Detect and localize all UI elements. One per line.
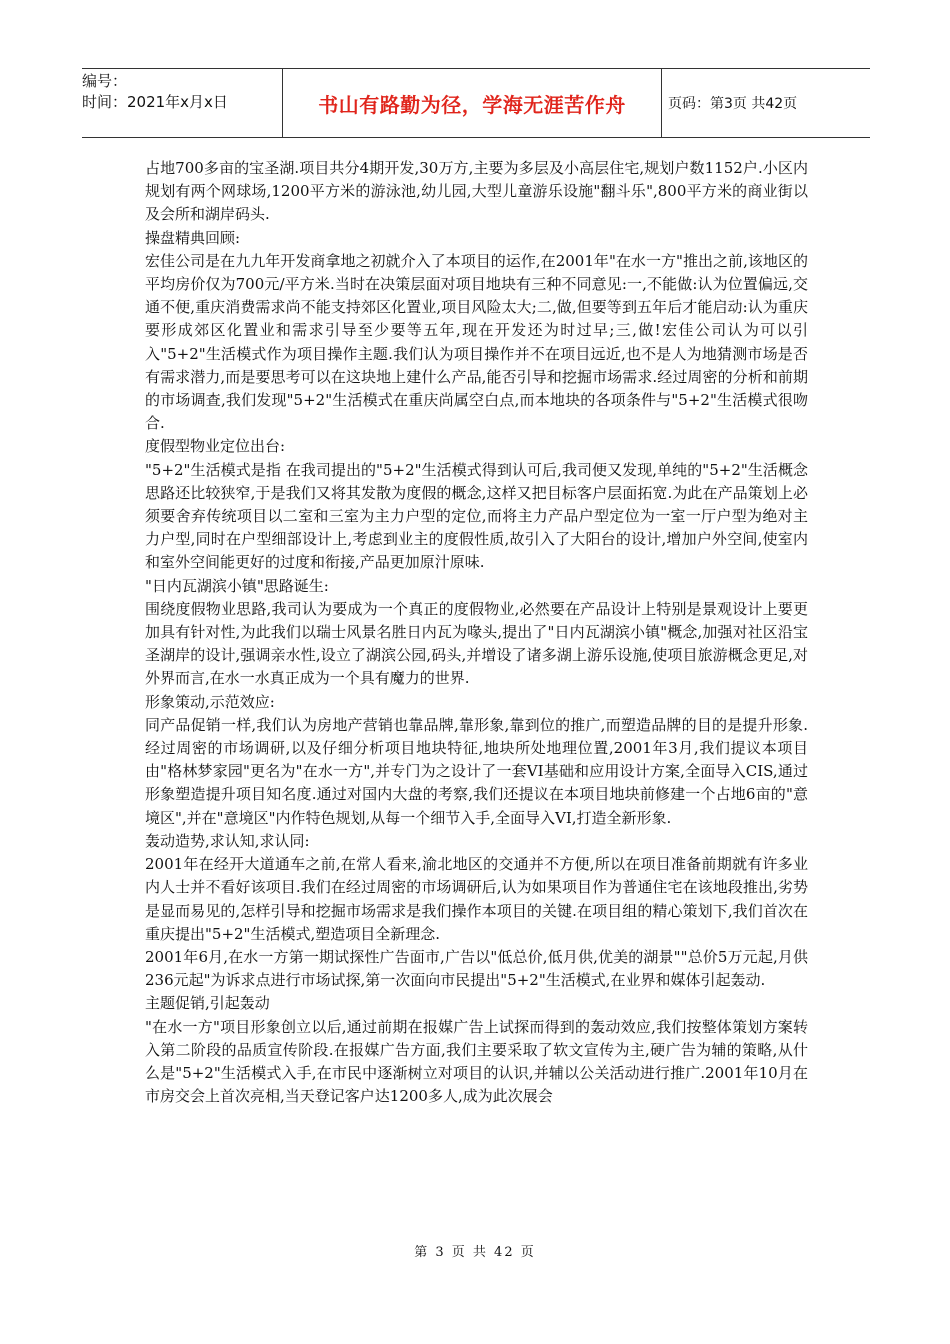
section-heading: 轰动造势,求认知,求认同:: [145, 831, 310, 850]
body-paragraph: "在水一方"项目形象创立以后,通过前期在报媒广告上试探而得到的轰动效应,我们按整体策划方案转入第二阶段的品质宣传阶段.在报媒广告方面,我们主要采取了软文宣传为主,硬广告为辅的策略,从什么是"5+2"生活模式入手,在市民中逐渐树立对项目的认识,并辅以公关活动进行推广.2001年10月在市房交会上首次亮相,当天登记客户达1200多人,成为此次展会: [145, 1017, 808, 1106]
header-motto: 书山有路勤为径，学海无涯苦作舟: [282, 69, 662, 137]
page-header: [82, 68, 870, 138]
header-page-info: 页码：第3页 共42页: [668, 96, 798, 112]
document-number-label: 编号：: [82, 72, 128, 90]
section-heading: 主题促销,引起轰动: [145, 994, 270, 1013]
body-paragraph: 2001年6月,在水一方第一期试探性广告面市,广告以"低总价,低月供,优美的湖景""总价5万元起,月供236元起"为诉求点进行市场试探,第一次面向市民提出"5+2"生活模式,在业界和媒体引起轰动.: [145, 947, 808, 990]
body-paragraph: 同产品促销一样,我们认为房地产营销也靠品牌,靠形象,靠到位的推广,而塑造品牌的目的是提升形象.经过周密的市场调研,以及仔细分析项目地块特征,地块所处地理位置,2001年3月,我们提议本项目由"格林梦家园"更名为"在水一方",并专门为之设计了一套VI基础和应用设计方案,全面导入CIS,通过形象塑造提升项目知名度.通过对国内大盘的考察,我们还提议在本项目地块前修建一个占地6亩的"意境区",并在"意境区"内作特色规划,从每一个细节入手,全面导入VI,打造全新形象.: [145, 715, 808, 827]
document-body: [145, 157, 808, 1108]
body-paragraph: 占地700多亩的宝圣湖.项目共分4期开发,30万方,主要为多层及小高层住宅,规划户数1152户.小区内规划有两个网球场,1200平方米的游泳池,幼儿园,大型儿童游乐设施"翻斗乐",800平方米的商业街以及会所和湖岸码头.: [145, 159, 808, 224]
body-paragraph: 围绕度假物业思路,我司认为要成为一个真正的度假物业,必然要在产品设计上特别是景观设计上要更加具有针对性,为此我们以瑞士风景名胜日内瓦为喙头,提出了"日内瓦湖滨小镇"概念,加强对社区沿宝圣湖岸的设计,强调亲水性,设立了湖滨公园,码头,并增设了诸多湖上游乐设施,使项目旅游概念更足,对外界而言,在水一水真正成为一个具有魔力的世界.: [145, 599, 808, 688]
body-paragraph: 2001年在经开大道通车之前,在常人看来,渝北地区的交通并不方便,所以在项目准备前期就有许多业内人士并不看好该项目.我们在经过周密的市场调研后,认为如果项目作为普通住宅在该地段推出,劣势是显而易见的,怎样引导和挖掘市场需求是我们操作本项目的关键.在项目组的精心策划下,我们首次在重庆提出"5+2"生活模式,塑造项目全新理念.: [145, 855, 808, 943]
body-paragraph: 宏佳公司是在九九年开发商拿地之初就介入了本项目的运作,在2001年"在水一方"推出之前,该地区的平均房价仅为700元/平方米.当时在决策层面对项目地块有三种不同意见:一,不能做:认为位置偏远,交通不便,重庆消费需求尚不能支持郊区化置业,项目风险太大;二,做,但要等到五年后才能启动:认为重庆要形成郊区化置业和需求引导至少要等五年,现在开发还为时过早;三,做!宏佳公司认为可以引入"5+2"生活模式作为项目操作主题.我们认为项目操作并不在项目远近,也不是人为地猜测市场是否有需求潜力,而是要思考可以在这块地上建什么产品,能否引导和挖掘市场需求.经过周密的分析和前期的市场调查,我们发现"5+2"生活模式在重庆尚属空白点,而本地块的各项条件与"5+2"生活模式很吻合.: [145, 251, 808, 433]
body-paragraph: "5+2"生活模式是指 在我司提出的"5+2"生活模式得到认可后,我司便又发现,单纯的"5+2"生活概念思路还比较狭窄,于是我们又将其发散为度假的概念,这样又把目标客户层面拓宽.为此在产品策划上必须要舍弃传统项目以二室和三室为主力户型的定位,而将主力产品户型定位为一室一厅户型为绝对主力户型,同时在户型细部设计上,考虑到业主的度假性质,故引入了大阳台的设计,增加户外空间,使室内和室外空间能更好的过度和衔接,产品更加原汁原味.: [145, 460, 808, 572]
section-heading: 操盘精典回顾:: [145, 228, 241, 247]
section-heading: "日内瓦湖滨小镇"思路诞生:: [145, 576, 329, 595]
header-meta: [82, 69, 282, 137]
page-footer: 第 3 页 共 42 页: [414, 1245, 536, 1260]
section-heading: 度假型物业定位出台:: [145, 437, 286, 456]
section-heading: 形象策动,示范效应:: [145, 692, 275, 711]
document-time-label: 时间：2021年x月x日: [82, 93, 228, 111]
